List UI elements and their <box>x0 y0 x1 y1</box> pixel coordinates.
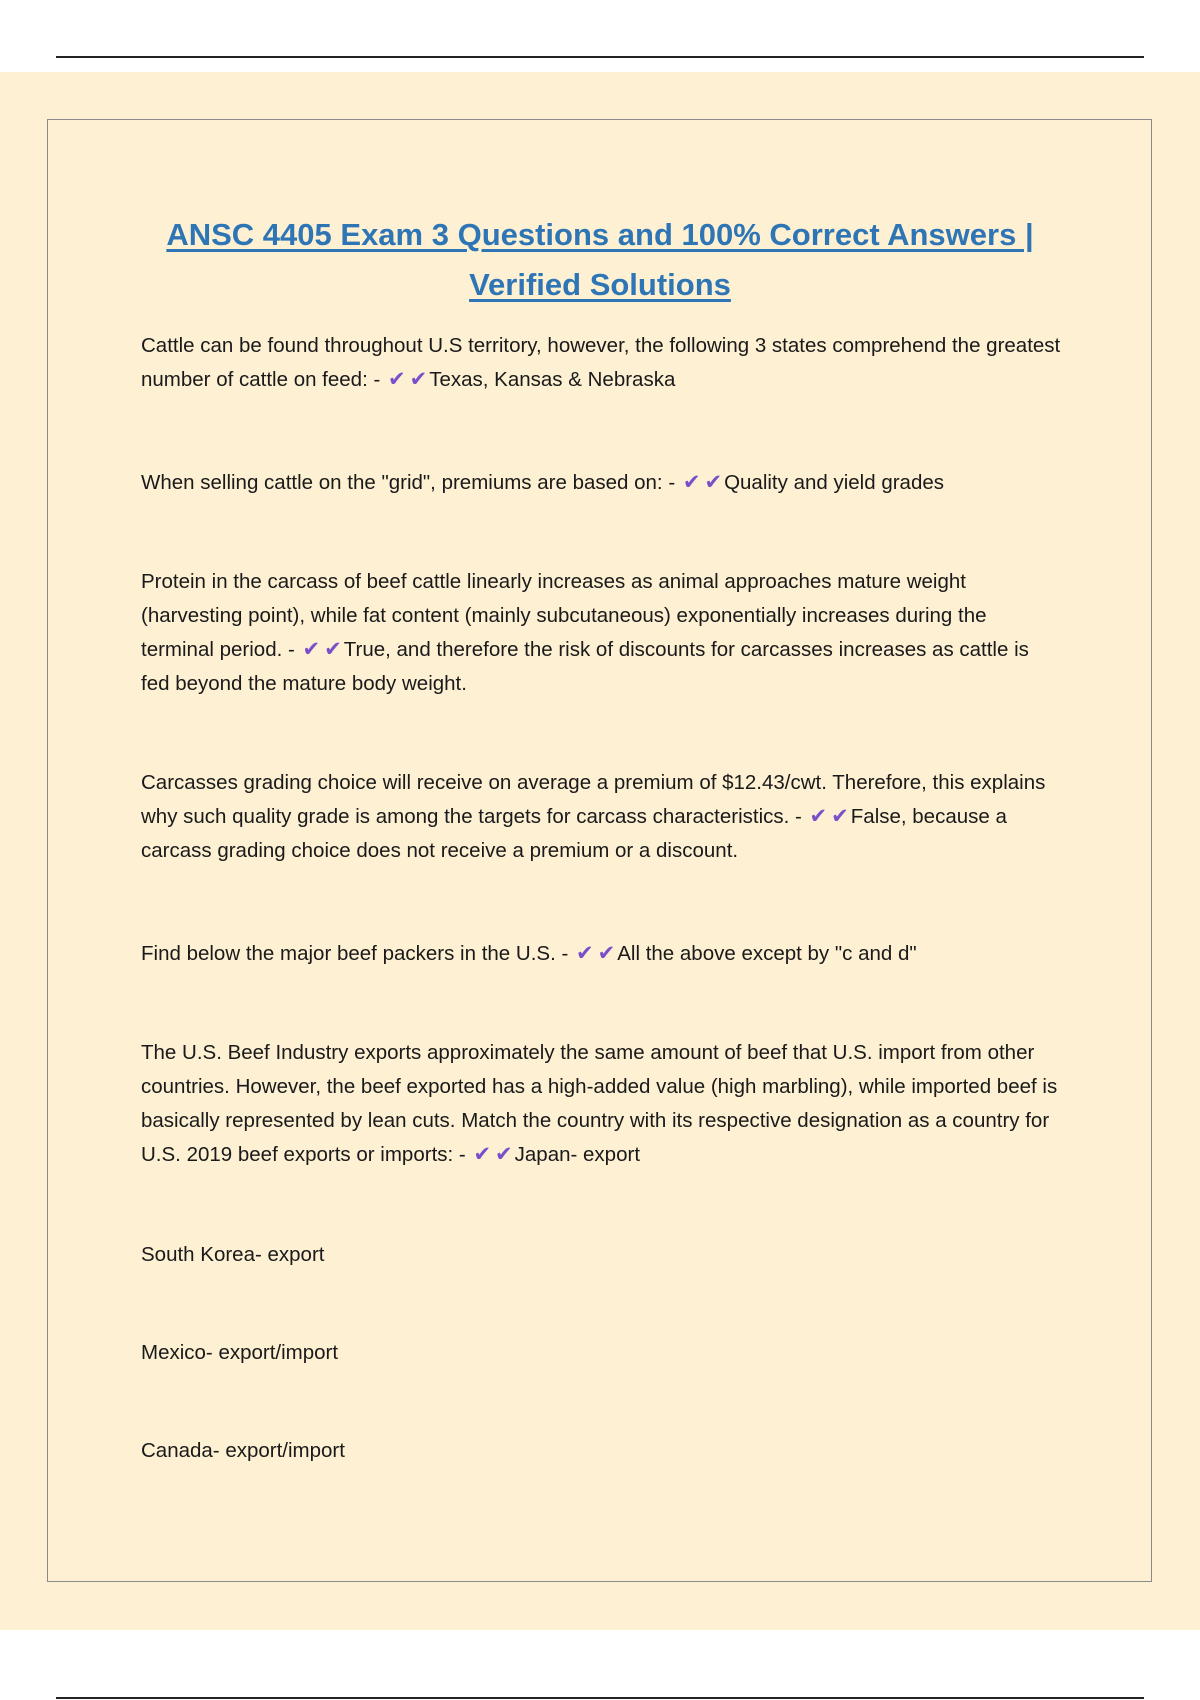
check-icon: ✔ <box>495 1143 513 1166</box>
check-icon: ✔ <box>831 805 849 828</box>
question-text: When selling cattle on the "grid", premiums are based on: - <box>141 471 676 494</box>
check-icon: ✔ <box>473 1143 492 1166</box>
question-text: Carcasses grading choice will receive on average a premium of $12.43/cwt. Therefore, this explains why such quality grade is among the targets for carcass characteristics. - <box>141 771 1046 828</box>
answer-text: Japan- export <box>514 1143 641 1166</box>
answer-text: True, and therefore the risk of discounts for carcasses increases as cattle is fed beyond the mature body weight. <box>141 638 1029 695</box>
check-icon: ✔ <box>388 368 406 391</box>
answer-line: Canada- export/import <box>141 1439 345 1462</box>
check-icon: ✔ <box>809 805 828 828</box>
bottom-rule <box>56 1697 1144 1699</box>
check-icon: ✔ <box>597 942 616 965</box>
qa-item <box>141 466 1061 500</box>
question-text: Protein in the carcass of beef cattle linearly increases as animal approaches mature weight (harvesting point), while fat content (mainly subcutaneous) exponentially increases during the terminal period. - <box>141 570 987 661</box>
check-icon: ✔ <box>682 471 701 494</box>
qa-item <box>141 1036 1061 1172</box>
answer-line: Mexico- export/import <box>141 1341 339 1364</box>
answer-text: Texas, Kansas & Nebraska <box>429 368 676 391</box>
answer-text: Quality and yield grades <box>724 471 945 494</box>
check-icon: ✔ <box>409 368 428 391</box>
question-text: The U.S. Beef Industry exports approximately the same amount of beef that U.S. import from other countries. However, the beef exported has a high-added value (high marbling), while imported beef is basically represented by lean cuts. Match the country with its respective designation as a country for U.S. 2019 beef exports or imports: - <box>141 1041 1058 1166</box>
document-title: ANSC 4405 Exam 3 Questions and 100% Correct Answers | Verified Solutions <box>166 217 1034 302</box>
top-rule <box>56 56 1144 58</box>
check-icon: ✔ <box>576 942 594 965</box>
check-icon: ✔ <box>324 638 342 661</box>
answer-text: All the above except by "c and d" <box>617 942 917 965</box>
answer-text: False, because a carcass grading choice does not receive a premium or a discount. <box>141 805 1007 862</box>
qa-item <box>141 329 1061 397</box>
qa-item <box>141 565 1061 701</box>
qa-item <box>141 937 1061 971</box>
qa-item <box>141 766 1061 868</box>
question-text: Cattle can be found throughout U.S territory, however, the following 3 states comprehend the greatest number of cattle on feed: - <box>141 334 1061 391</box>
answer-line: South Korea- export <box>141 1243 325 1266</box>
question-text: Find below the major beef packers in the U.S. - <box>141 942 569 965</box>
check-icon: ✔ <box>704 471 723 494</box>
check-icon: ✔ <box>302 638 321 661</box>
